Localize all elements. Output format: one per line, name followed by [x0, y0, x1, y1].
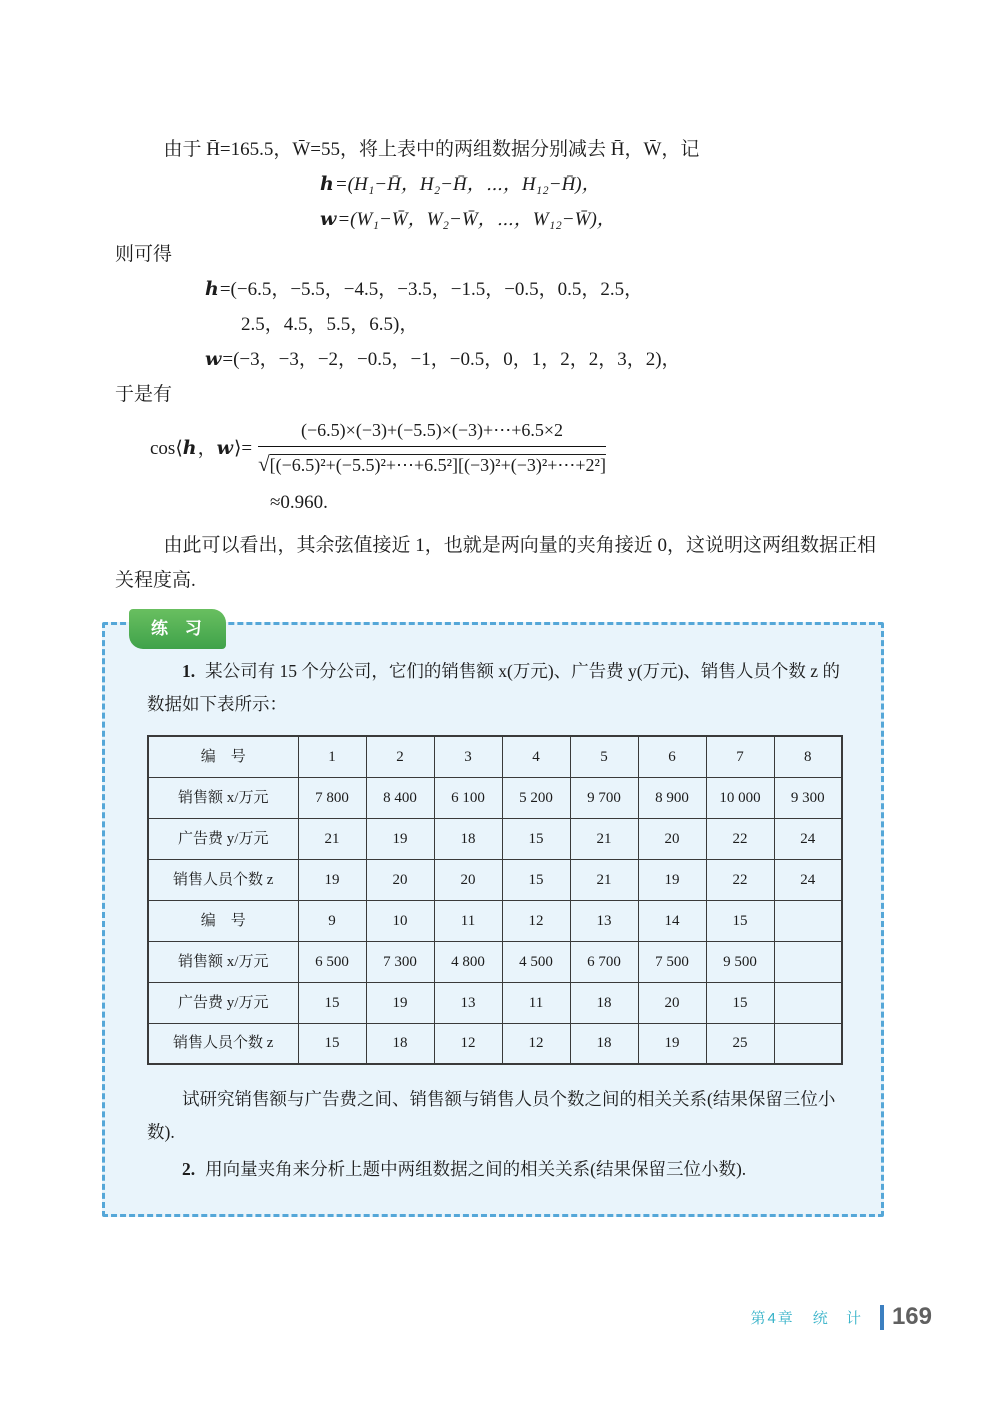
table-cell: 18: [434, 818, 502, 859]
table-cell: 15: [502, 859, 570, 900]
practice-label: 练 习: [129, 609, 226, 649]
table-cell: 21: [570, 859, 638, 900]
table-cell: 5: [570, 736, 638, 777]
table-cell: 22: [706, 818, 774, 859]
fraction: [258, 418, 606, 480]
table-cell: 4 800: [434, 941, 502, 982]
vector-h-values-text: =(−6.5，−5.5，−4.5，−3.5，−1.5，−0.5，0.5，2.5，: [219, 279, 644, 300]
table-cell: 24: [774, 859, 842, 900]
table-cell: 19: [366, 982, 434, 1023]
sqrt-sign: √: [258, 452, 270, 477]
page-footer: [750, 1303, 932, 1331]
table-cell: 6 100: [434, 777, 502, 818]
table-cell: 7 300: [366, 941, 434, 982]
table-cell: 7: [706, 736, 774, 777]
table-cell: 19: [638, 859, 706, 900]
table-cell: 9: [298, 900, 366, 941]
vector-h-values: [205, 272, 890, 307]
table-cell: 7 800: [298, 777, 366, 818]
table-cell: 2: [366, 736, 434, 777]
table-cell: 20: [434, 859, 502, 900]
practice-table: [147, 735, 843, 1065]
connector-text-2: 于是有: [115, 384, 173, 405]
table-cell: 25: [706, 1023, 774, 1064]
table-row: [148, 859, 842, 900]
formula-h-body: =(H₁−H̄，H₂−H̄，⋯，H₁₂−H̄)，: [334, 174, 601, 195]
table-cell: 8 900: [638, 777, 706, 818]
problem-1-number: 1.: [182, 661, 196, 681]
vector-w-symbol: w: [205, 348, 222, 370]
main-content: [115, 132, 890, 598]
chapter-label: 第4章: [750, 1309, 795, 1327]
vector-h-values-continued: 2.5，4.5，5.5，6.5)，: [241, 314, 419, 335]
table-cell: 12: [434, 1023, 502, 1064]
problem-1-text: 某公司有 15 个分公司，它们的销售额 x(万元)、广告费 y(万元)、销售人员个数 z 的数据如下表所示：: [147, 661, 840, 714]
cosine-formula: [150, 418, 890, 480]
practice-box: [102, 619, 884, 1217]
problem-2-text: 用向量夹角来分析上题中两组数据之间的相关关系(结果保留三位小数).: [205, 1159, 747, 1179]
table-cell: 19: [366, 818, 434, 859]
vector-h-symbol: h: [320, 173, 334, 195]
table-row: [148, 777, 842, 818]
connector-text-1: 则可得: [115, 244, 173, 265]
vector-w-symbol: w: [320, 208, 337, 230]
vector-w-symbol: w: [216, 437, 233, 460]
row-label: 编 号: [148, 736, 298, 777]
table-cell: 11: [434, 900, 502, 941]
table-cell: 20: [366, 859, 434, 900]
table-cell: 4 500: [502, 941, 570, 982]
vector-h-symbol: h: [182, 437, 197, 460]
table-cell: 15: [298, 1023, 366, 1064]
table-cell: 18: [366, 1023, 434, 1064]
section-label: 统 计: [812, 1309, 868, 1327]
table-cell: 4: [502, 736, 570, 777]
table-cell: [774, 1023, 842, 1064]
table-cell: 5 200: [502, 777, 570, 818]
row-label: 编 号: [148, 900, 298, 941]
vector-w-values-text: =(−3，−3，−2，−0.5，−1，−0.5，0，1，2，2，3，2)，: [222, 349, 681, 370]
table-row: [148, 818, 842, 859]
approx-result: ≈0.960.: [270, 491, 328, 513]
table-cell: 9 700: [570, 777, 638, 818]
table-cell: 13: [570, 900, 638, 941]
table-cell: 22: [706, 859, 774, 900]
table-cell: 8: [774, 736, 842, 777]
table-cell: 10 000: [706, 777, 774, 818]
comma-separator: ，: [197, 438, 217, 460]
table-cell: 15: [706, 982, 774, 1023]
intro-paragraph: 由于 H̄=165.5，W̄=55，将上表中的两组数据分别减去 H̄，W̄，记: [163, 139, 700, 160]
row-label: 广告费 y/万元: [148, 982, 298, 1023]
table-cell: 12: [502, 1023, 570, 1064]
formula-w-body: =(W₁−W̄，W₂−W̄，⋯，W₁₂−W̄)，: [337, 209, 616, 230]
practice-table-body: [148, 736, 842, 1064]
conclusion-paragraph: 由此可以看出，其余弦值接近 1，也就是两向量的夹角接近 0，这说明这两组数据正相关程度高.: [115, 534, 876, 591]
table-cell: 24: [774, 818, 842, 859]
table-row: [148, 900, 842, 941]
cos-close-text: ⟩=: [233, 438, 253, 460]
page-number: 169: [891, 1303, 932, 1330]
page-number-bar: [880, 1305, 884, 1330]
table-cell: 6: [638, 736, 706, 777]
table-cell: 15: [298, 982, 366, 1023]
row-label: 销售人员个数 z: [148, 1023, 298, 1064]
table-cell: 12: [502, 900, 570, 941]
sqrt-radicand: [(−6.5)²+(−5.5)²+⋯+6.5²][(−3)²+(−3)²+⋯+2²]: [269, 455, 606, 476]
table-row: [148, 736, 842, 777]
table-cell: [774, 982, 842, 1023]
vector-w-values: [205, 342, 890, 377]
formula-h-definition: [320, 167, 890, 202]
table-cell: 15: [706, 900, 774, 941]
table-cell: 21: [570, 818, 638, 859]
table-cell: 20: [638, 982, 706, 1023]
table-cell: 19: [298, 859, 366, 900]
table-cell: 9 500: [706, 941, 774, 982]
table-cell: 15: [502, 818, 570, 859]
table-cell: 13: [434, 982, 502, 1023]
table-cell: 3: [434, 736, 502, 777]
table-cell: 7 500: [638, 941, 706, 982]
table-cell: 9 300: [774, 777, 842, 818]
row-label: 广告费 y/万元: [148, 818, 298, 859]
table-cell: 6 500: [298, 941, 366, 982]
table-cell: 18: [570, 1023, 638, 1064]
table-cell: 18: [570, 982, 638, 1023]
row-label: 销售额 x/万元: [148, 941, 298, 982]
table-row: [148, 982, 842, 1023]
problem-2-number: 2.: [182, 1159, 196, 1179]
table-cell: [774, 941, 842, 982]
fraction-numerator: (−6.5)×(−3)+(−5.5)×(−3)+⋯+6.5×2: [258, 418, 606, 447]
table-cell: 1: [298, 736, 366, 777]
table-cell: 11: [502, 982, 570, 1023]
table-cell: [774, 900, 842, 941]
table-cell: 20: [638, 818, 706, 859]
problem-2: [147, 1153, 843, 1186]
cos-open-text: cos⟨: [150, 438, 183, 460]
table-row: [148, 941, 842, 982]
row-label: 销售额 x/万元: [148, 777, 298, 818]
problem-1: [147, 655, 843, 721]
table-cell: 6 700: [570, 941, 638, 982]
table-row: [148, 1023, 842, 1064]
fraction-denominator: [258, 447, 606, 479]
table-cell: 21: [298, 818, 366, 859]
cosine-lhs: [150, 431, 252, 466]
table-cell: 19: [638, 1023, 706, 1064]
table-cell: 10: [366, 900, 434, 941]
table-cell: 14: [638, 900, 706, 941]
row-label: 销售人员个数 z: [148, 859, 298, 900]
vector-h-symbol: h: [205, 278, 219, 300]
formula-w-definition: [320, 202, 890, 237]
table-cell: 8 400: [366, 777, 434, 818]
problem-1-followup: 试研究销售额与广告费之间、销售额与销售人员个数之间的相关关系(结果保留三位小数).: [147, 1089, 836, 1142]
